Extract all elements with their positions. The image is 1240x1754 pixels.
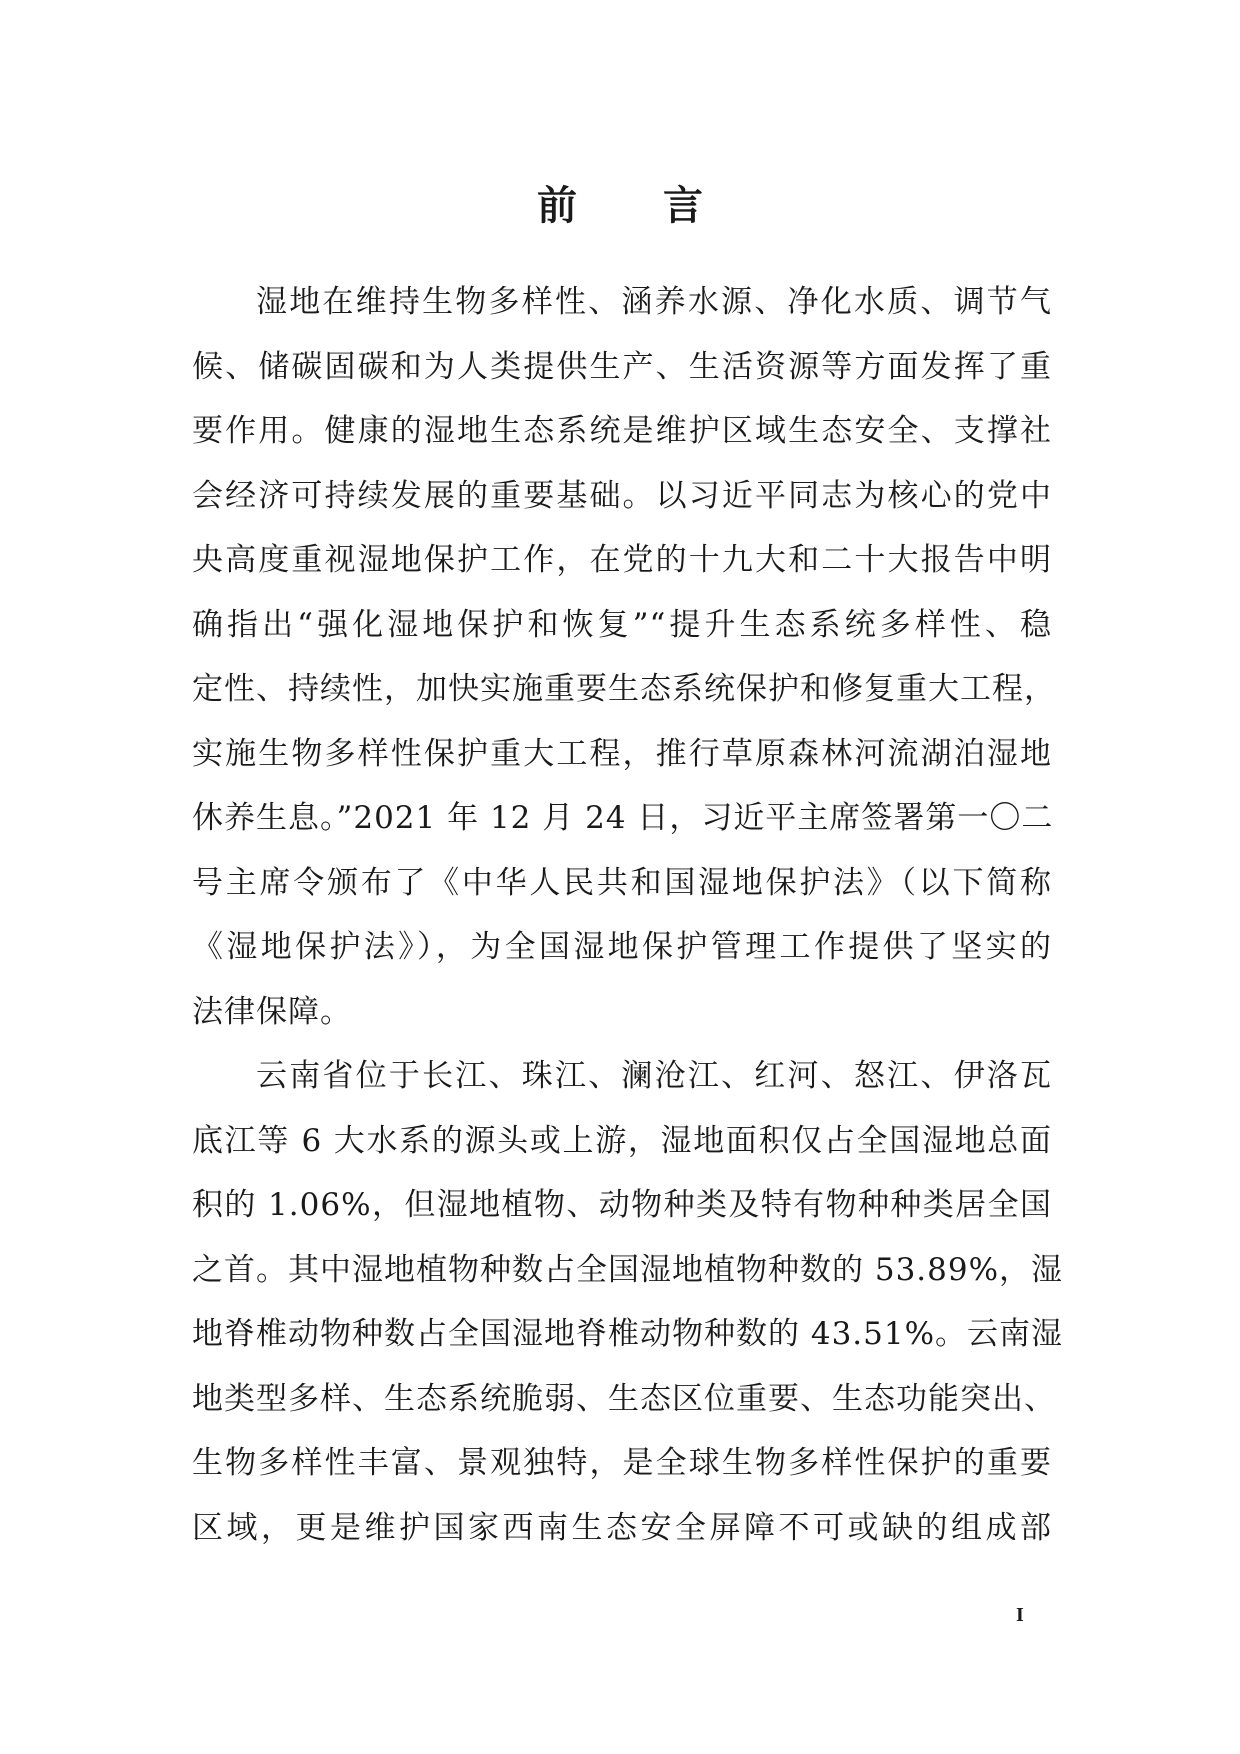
- text-line: 积的 1.06%，但湿地植物、动物种类及特有物种种类居全国: [192, 1187, 1052, 1223]
- page-title: 前 言: [537, 182, 739, 229]
- text-line: 地类型多样、生态系统脆弱、生态区位重要、生态功能突出、: [192, 1380, 1056, 1417]
- text-line: 号主席令颁布了《中华人民共和国湿地保护法》（以下简称: [192, 864, 1052, 901]
- text-line: 区域，更是维护国家西南生态安全屏障不可或缺的组成部: [192, 1509, 1052, 1546]
- text-line: 之首。其中湿地植物种数占全国湿地植物种数的 53.89%，湿: [192, 1251, 1064, 1288]
- text-line: 云南省位于长江、珠江、澜沧江、红河、怒江、伊洛瓦: [256, 1058, 1052, 1094]
- text-line: 确指出“强化湿地保护和恢复”“提升生态系统多样性、稳: [192, 606, 1052, 643]
- paragraph-2: [192, 1044, 1064, 1560]
- text-line: 候、储碳固碳和为人类提供生产、生活资源等方面发挥了重: [192, 348, 1052, 385]
- text-line: 定性、持续性，加快实施重要生态系统保护和修复重大工程，: [192, 671, 1056, 707]
- text-line: 要作用。健康的湿地生态系统是维护区域生态安全、支撑社: [192, 413, 1052, 449]
- page-number: I: [1016, 1604, 1024, 1626]
- text-line: 《湿地保护法》），为全国湿地保护管理工作提供了坚实的: [192, 929, 1052, 965]
- text-line: 休养生息。”2021 年 12 月 24 日，习近平主席签署第一〇二: [192, 800, 1054, 836]
- text-line: 会经济可持续发展的重要基础。以习近平同志为核心的党中: [192, 477, 1052, 514]
- body-text: [192, 270, 1064, 1560]
- text-line: 法律保障。: [192, 993, 352, 1030]
- text-line: 底江等 6 大水系的源头或上游，湿地面积仅占全国湿地总面: [192, 1122, 1052, 1159]
- text-line: 央高度重视湿地保护工作，在党的十九大和二十大报告中明: [192, 542, 1052, 578]
- text-line: 生物多样性丰富、景观独特，是全球生物多样性保护的重要: [192, 1445, 1052, 1481]
- text-line: 地脊椎动物种数占全国湿地脊椎动物种数的 43.51%。云南湿: [192, 1316, 1064, 1352]
- text-line: 湿地在维持生物多样性、涵养水源、净化水质、调节气: [256, 284, 1052, 320]
- paragraph-1: [192, 270, 1056, 1044]
- text-line: 实施生物多样性保护重大工程，推行草原森林河流湖泊湿地: [192, 735, 1052, 772]
